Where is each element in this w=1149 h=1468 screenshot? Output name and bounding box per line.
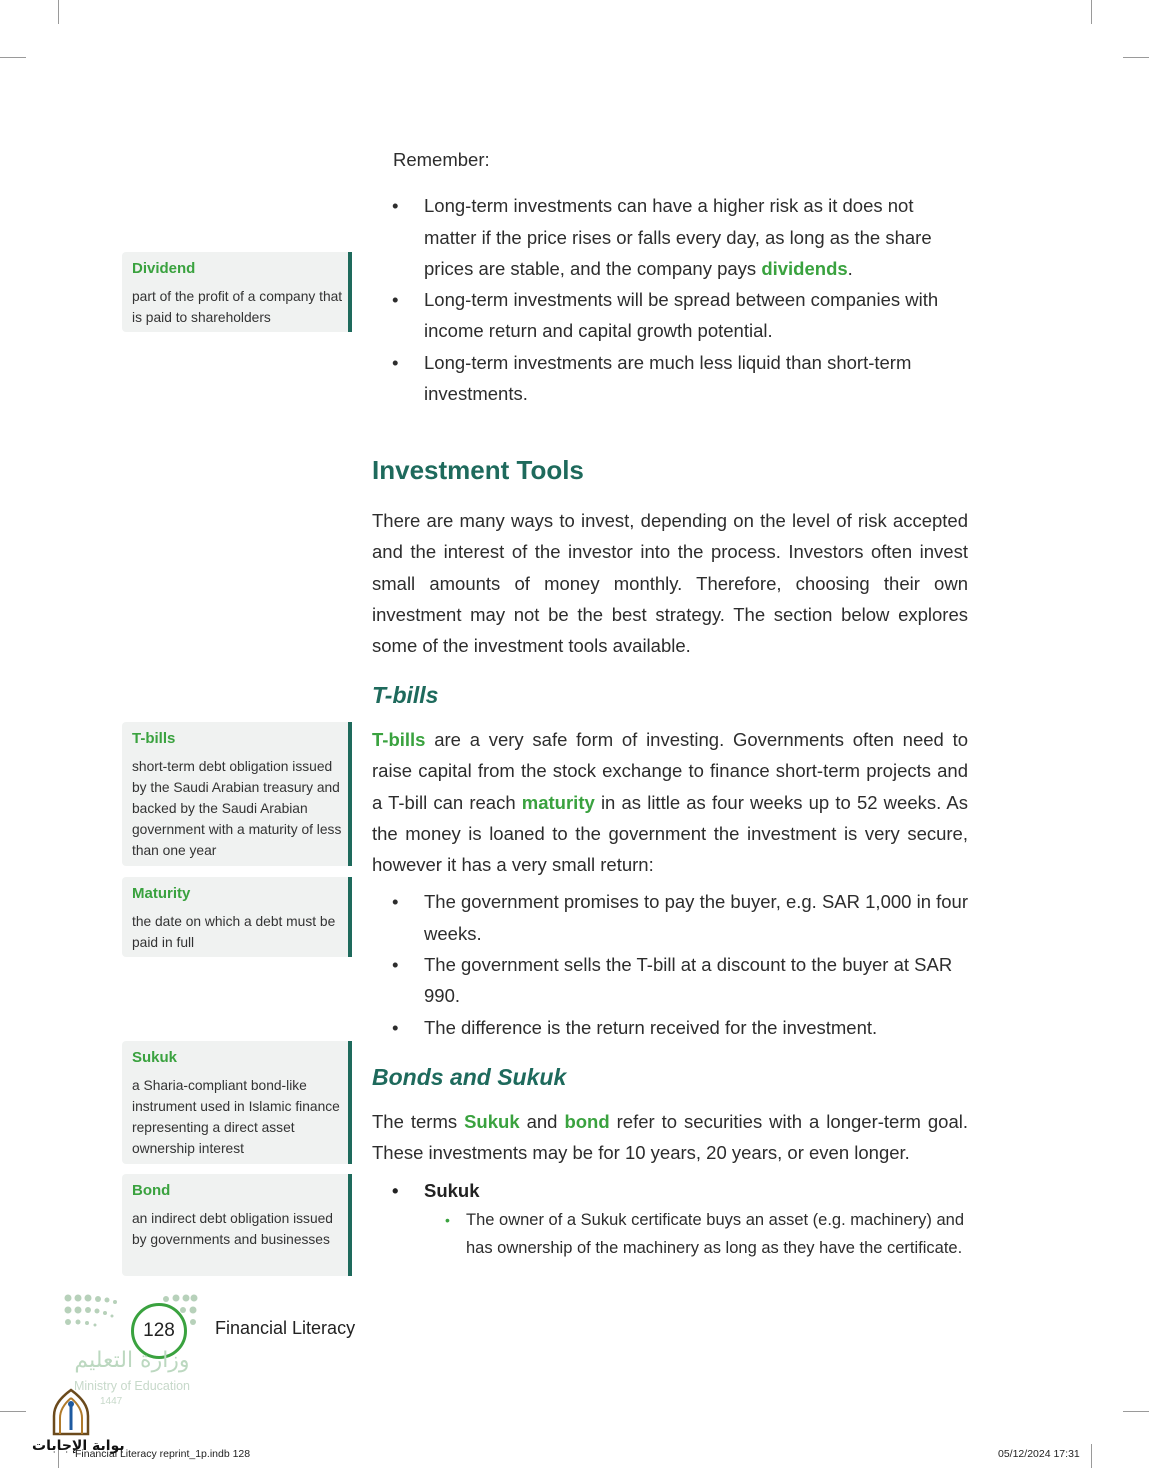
tbills-paragraph: T-bills are a very safe form of investing. Governments often need to raise capital from the stock exchange to finance short-term projects and a T-bill can reach maturity in as little as four weeks up to 52 weeks. As the money is loaned to the government the investment is very secure, however it has a very small return: — [372, 729, 968, 876]
tbills-body — [372, 724, 968, 1043]
glossary-definition: part of the profit of a company that is paid to shareholders — [132, 289, 343, 325]
list-item: • The government sells the T-bill at a discount to the buyer at SAR 990. — [392, 954, 953, 1007]
crop-mark — [1091, 1444, 1092, 1468]
glossary-definition: short-term debt obligation issued by the Saudi Arabian treasury and backed by the Saudi Arabian government with a maturity of less than one year — [132, 759, 342, 858]
glossary-box-dividend — [122, 252, 352, 332]
crop-mark — [1123, 1411, 1149, 1412]
investment-tools-heading: Investment Tools — [372, 455, 584, 485]
glossary-box-bond — [122, 1174, 352, 1276]
list-item: • The owner of a Sukuk certificate buys an asset (e.g. machinery) and has ownership of the machinery as long as they have the certificate. — [445, 1210, 964, 1257]
dividends-term: dividends — [761, 257, 848, 279]
sukuk-sublist — [372, 1206, 968, 1262]
page-number: 128 — [131, 1303, 187, 1359]
watermark-text: بوابة الإجابات — [32, 1438, 125, 1454]
mosque-logo-icon — [48, 1388, 94, 1438]
tbills-term: T-bills — [372, 729, 426, 750]
list-item: • Sukuk — [392, 1179, 480, 1201]
list-item: • The difference is the return received for the investment. — [392, 1016, 878, 1038]
ministry-english-name: Ministry of Education — [73, 1379, 191, 1393]
tbills-list — [372, 886, 968, 1042]
remember-section — [393, 144, 968, 409]
remember-list — [372, 190, 968, 409]
list-item: • Long-term investments will be spread between companies with income return and capital growth potential. — [392, 289, 939, 342]
maturity-term: maturity — [521, 791, 595, 813]
crop-mark — [0, 57, 26, 58]
bonds-paragraph: The terms Sukuk and bond refer to securities with a longer-term goal. These investments may be for 10 years, 20 years, or even longer. — [372, 1111, 968, 1164]
bond-term: bond — [564, 1111, 610, 1132]
glossary-term: Sukuk — [132, 1049, 178, 1066]
investment-tools-body — [372, 505, 968, 661]
tbills-heading: T-bills — [372, 682, 439, 708]
glossary-definition: an indirect debt obligation issued by governments and businesses — [132, 1211, 333, 1247]
list-item: • Long-term investments can have a higher risk as it does not matter if the price rises or falls every day, as long as the share prices are stable, and the company pays dividends. — [392, 195, 932, 279]
bonds-body — [372, 1106, 968, 1262]
list-item: • Long-term investments are much less liquid than short-term investments. — [392, 351, 912, 405]
glossary-term: T-bills — [132, 730, 176, 747]
remember-title: Remember: — [393, 149, 490, 170]
ministry-year: 1447 — [100, 1396, 123, 1407]
slug-date: 05/12/2024 17:31 — [998, 1448, 1080, 1460]
glossary-box-sukuk — [122, 1041, 352, 1164]
bonds-heading: Bonds and Sukuk — [372, 1064, 567, 1090]
glossary-definition: the date on which a debt must be paid in full — [132, 914, 336, 950]
glossary-term: Dividend — [132, 260, 196, 277]
crop-mark — [1091, 0, 1092, 24]
investment-tools-paragraph: There are many ways to invest, depending on the level of risk accepted and the interest of the investor into the process. Investors often invest small amounts of money monthly. Therefore, choosing their own investment may not be the best strategy. The section below explores some of the investment tools available. — [372, 510, 968, 657]
crop-mark — [1123, 57, 1149, 58]
bonds-list — [372, 1175, 968, 1206]
sukuk-term: Sukuk — [464, 1111, 520, 1132]
glossary-term: Maturity — [132, 885, 191, 902]
glossary-box-maturity — [122, 877, 352, 957]
slug-filename: Financial Literacy reprint_1p.indb 128 — [75, 1448, 251, 1460]
glossary-box-tbills — [122, 722, 352, 866]
sukuk-label: Sukuk — [424, 1179, 480, 1201]
glossary-term: Bond — [132, 1182, 171, 1199]
glossary-definition: a Sharia-compliant bond-like instrument used in Islamic finance representing a direct asset ownership interest — [132, 1078, 340, 1156]
book-title: Financial Literacy — [215, 1318, 356, 1338]
crop-mark — [0, 1411, 26, 1412]
list-item: • The government promises to pay the buyer, e.g. SAR 1,000 in four weeks. — [392, 891, 968, 944]
ministry-arabic-name: وزارة التعليم — [74, 1348, 190, 1373]
crop-mark — [58, 0, 59, 24]
